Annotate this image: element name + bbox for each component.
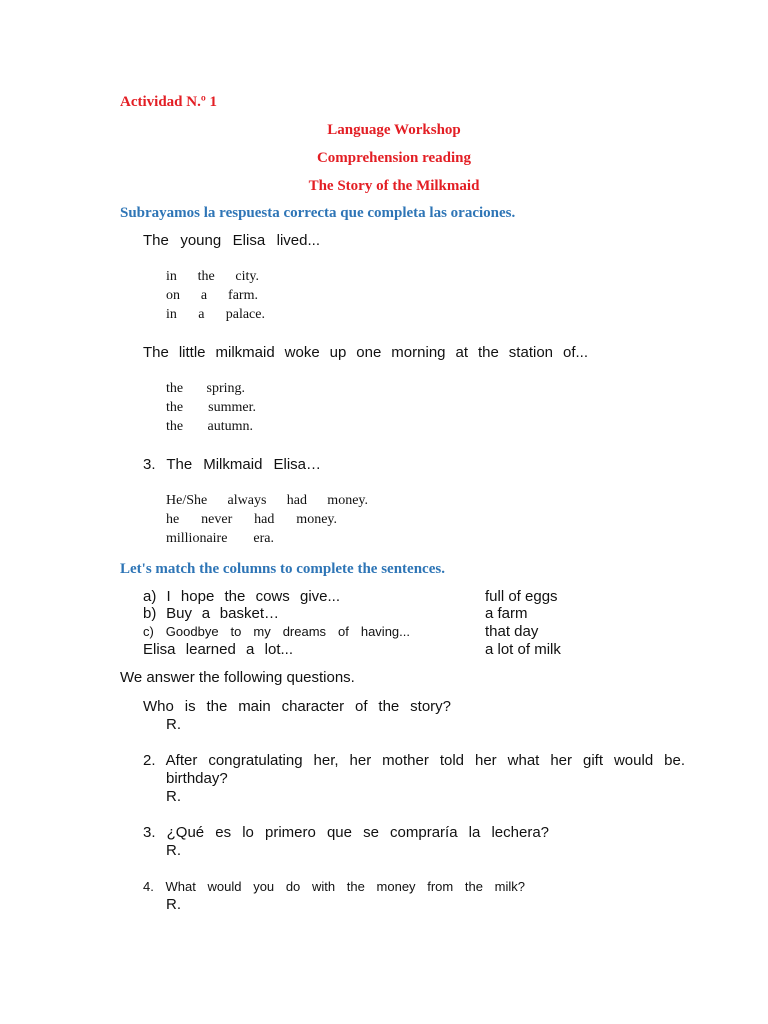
question-3-option-a: He/She always had money. [166,493,368,508]
underline-section [0,204,768,548]
worksheet-header [0,93,768,195]
question-1-prompt: The young Elisa lived... [143,232,320,249]
match-left-item: b) Buy a basket… [143,605,279,622]
match-left-item: Elisa learned a lot... [143,641,293,658]
answer-label: R. [166,788,181,805]
story-title: The Story of the Milkmaid [308,178,480,194]
question-2-option-a: the spring. [166,381,245,396]
match-right-item: a lot of milk [485,641,561,658]
underline-instruction: Subrayamos la respuesta correcta que completa las oraciones. [120,205,516,221]
questions-section [0,669,768,914]
open-question-4-text: 4. What would you do with the money from the milk? [143,879,525,894]
open-question-1-text: Who is the main character of the story? [143,698,451,715]
question-1-option-c: in a palace. [166,307,265,322]
workshop-title: Language Workshop [327,122,461,138]
match-right-item: that day [485,623,539,640]
reading-type-title: Comprehension reading [316,150,472,166]
question-3-prompt: 3. The Milkmaid Elisa… [143,456,321,473]
match-right-item: full of eggs [485,588,558,605]
question-1-option-a: in the city. [166,269,259,284]
question-2-prompt: The little milkmaid woke up one morning at the station of... [143,344,588,361]
question-3-option-b: he never had money. [166,512,337,527]
match-section [0,560,768,659]
question-2-option-c: the autumn. [166,419,253,434]
question-3-option-c: millionaire era. [166,531,274,546]
questions-instruction: We answer the following questions. [120,669,355,686]
match-instruction: Let's match the columns to complete the sentences. [120,561,445,577]
answer-label: R. [166,896,181,913]
open-question-2-continuation: birthday? [166,770,228,787]
match-left-item: c) Goodbye to my dreams of having... [143,624,410,639]
open-question-3-text: 3. ¿Qué es lo primero que se compraría la lechera? [143,824,549,841]
open-question-2-text: 2. After congratulating her, her mother told her what her gift would be. [143,752,685,769]
question-1-option-b: on a farm. [166,288,258,303]
activity-label: Actividad N.º 1 [120,94,218,110]
answer-label: R. [166,716,181,733]
question-2-option-b: the summer. [166,400,256,415]
match-right-item: a farm [485,605,528,622]
answer-label: R. [166,842,181,859]
match-left-item: a) I hope the cows give... [143,588,340,605]
